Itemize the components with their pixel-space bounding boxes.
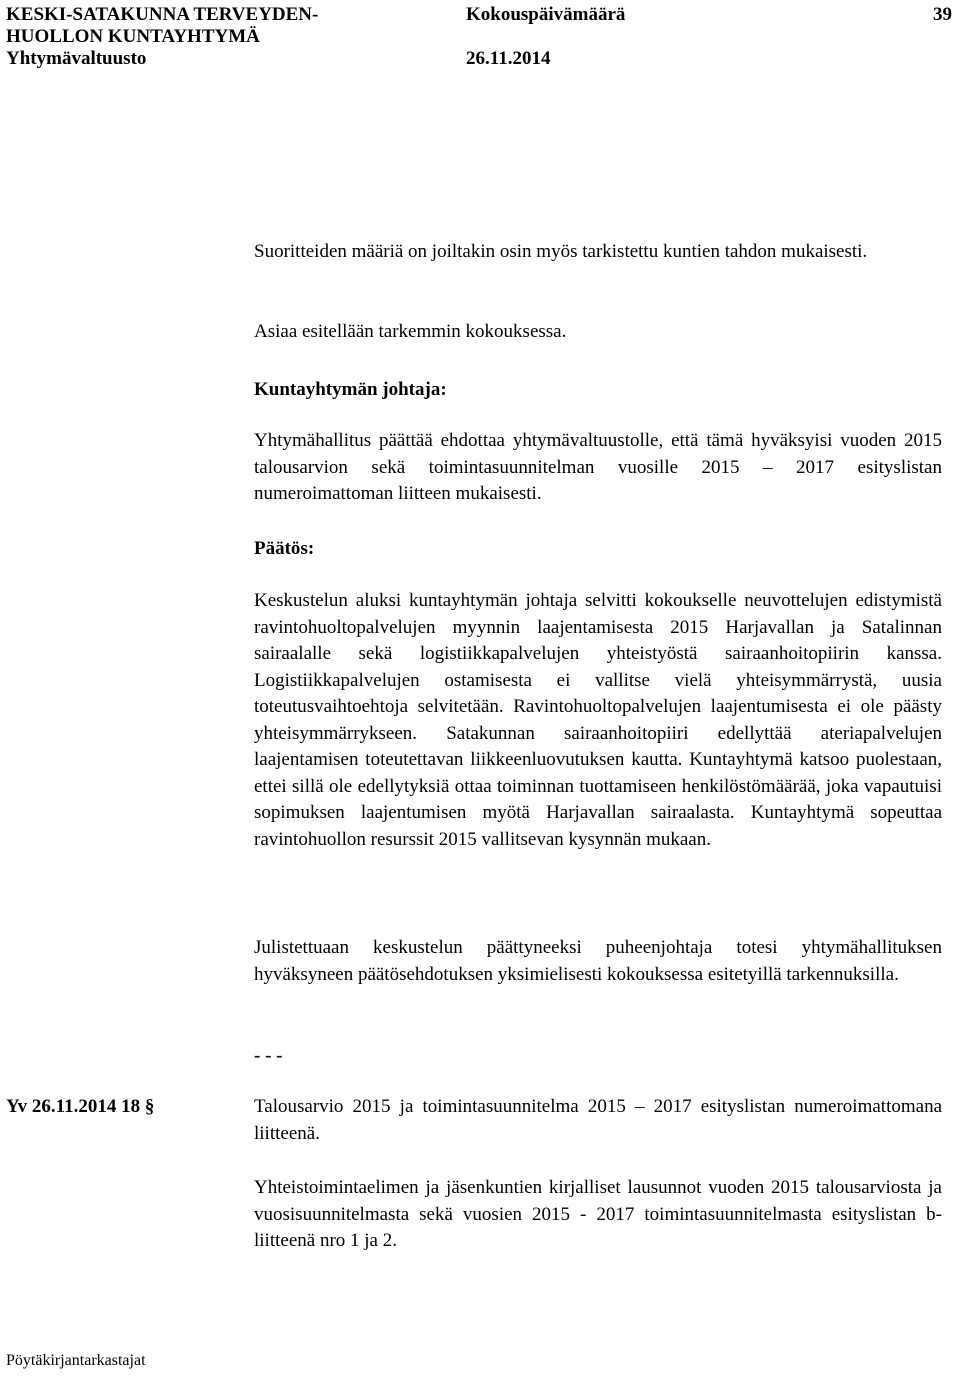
organization-name	[6, 4, 318, 70]
footer-label: Pöytäkirjantarkastajat	[6, 1352, 146, 1369]
section-body: Yhteistoimintaelimen ja jäsenkuntien kirjalliset lausunnot vuoden 2015 talousarviosta ja vuosisuunnitelmasta sekä vuosien 2015 - 2017 toimintasuunnitelmasta esityslistan b-liitteenä nro 1 ja 2.	[254, 1177, 942, 1251]
organization-name-line2: HUOLLON KUNTAYHTYMÄ	[6, 26, 260, 47]
decision-heading: Päätös:	[254, 538, 315, 559]
closing-text: Julistettuaan keskustelun päättyneeksi puheenjohtaja totesi yhtymähallituksen hyväksyneen päätösehdotuksen yksimielisesti kokouksessa esitetyillä tarkennuksilla.	[254, 937, 942, 985]
page-number: 39	[933, 4, 952, 25]
meeting-date-label: Kokouspäivämäärä	[466, 4, 626, 25]
section-title: Talousarvio 2015 ja toimintasuunnitelma 2015 – 2017 esityslistan numeroimattomana liitteenä.	[254, 1096, 942, 1144]
paragraph-suoritteet: Suoritteiden määriä on joiltakin osin myös tarkistettu kuntien tahdon mukaisesti.	[254, 241, 868, 262]
meeting-date-value: 26.11.2014	[466, 48, 551, 69]
organization-name-line1: KESKI-SATAKUNNA TERVEYDEN-	[6, 4, 319, 25]
meeting-date-block	[466, 4, 625, 70]
paragraph-esittely: Asiaa esitellään tarkemmin kokouksessa.	[254, 321, 567, 342]
proposal-text: Yhtymähallitus päättää ehdottaa yhtymävaltuustolle, että tämä hyväksyisi vuoden 2015 talousarvion sekä toimintasuunnitelman vuosille 2015 – 2017 esityslistan numeroimattoman liitteen mukaisesti.	[254, 430, 942, 504]
proposal-heading: Kuntayhtymän johtaja:	[254, 379, 447, 400]
section-separator: - - -	[254, 1045, 283, 1066]
section-number: Yv 26.11.2014 18 §	[6, 1096, 155, 1117]
decision-text: Keskustelun aluksi kuntayhtymän johtaja selvitti kokoukselle neuvottelujen edistymistä ravintohuoltopalvelujen myynnin laajentamisesta 2015 Harjavallan ja Satalinnan sairaalalle sekä logistiikkapalvelujen yhteistyöstä sairaanhoitopiirin kanssa. Logistiikkapalvelujen ostamisesta ei vallitse vielä yhteisymmärrystä, uusia toteutusvaihtoehtoja selvitetään. Ravintohuoltopalvelujen laajentumisesta ei ole päästy yhteisymmärrykseen. Satakunnan sairaanhoitopiiri edellyttää ateriapalvelujen laajentamisen toteutettavan liikkeenluovutuksen kautta. Kuntayhtymä katsoo puolestaan, ettei sillä ole edellytyksiä ottaa toiminnan tuottamiseen henkilöstömäärää, joka vapautuisi sopimuksen laajentumisen myötä Harjavallan sairaalasta. Kuntayhtymä sopeuttaa ravintohuollon resurssit 2015 vallitsevan kysynnän mukaan.	[254, 590, 942, 850]
body-name: Yhtymävaltuusto	[6, 48, 147, 69]
